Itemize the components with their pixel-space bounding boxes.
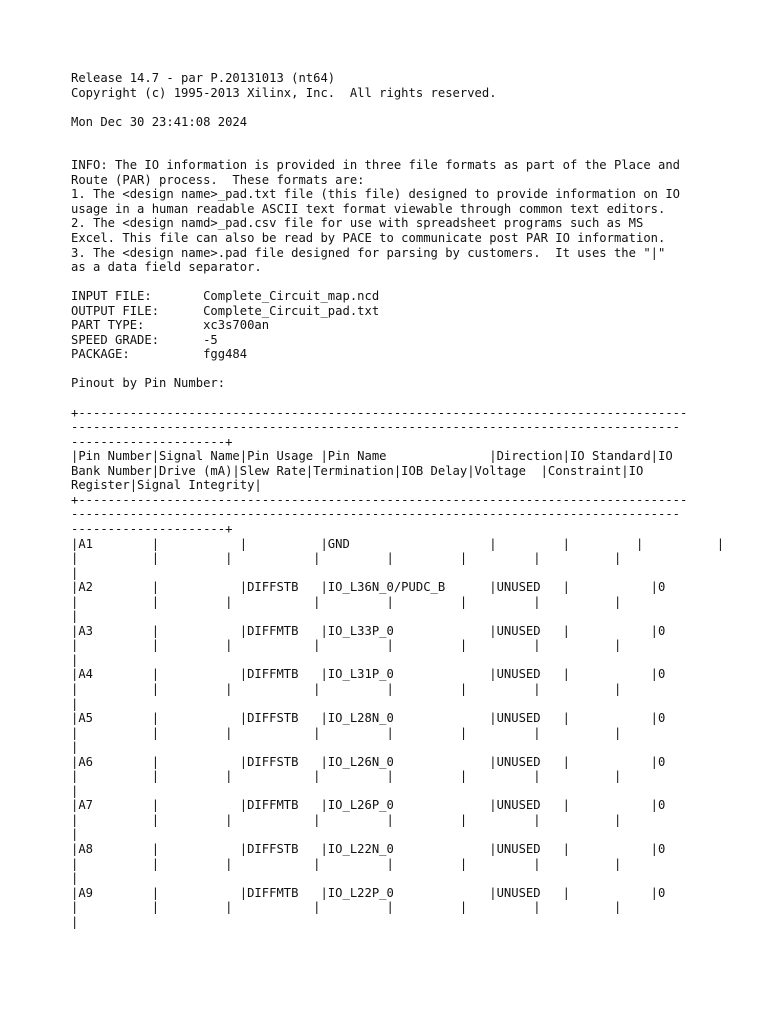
report-line: INPUT FILE: Complete_Circuit_map.ncd xyxy=(71,289,380,304)
report-line: | | | | | | | | xyxy=(71,594,622,609)
report-line: | xyxy=(71,740,79,755)
report-line: | | | | | | | | xyxy=(71,638,622,653)
report-line: | xyxy=(71,652,79,667)
report-line: 2. The <design namd>_pad.csv file for use with spreadsheet programs such as MS xyxy=(71,216,644,231)
report-line: ----------------------------------------------------------------------------------- xyxy=(71,420,681,435)
pad-report-text xyxy=(71,71,724,929)
report-line: PACKAGE: fgg484 xyxy=(71,347,248,362)
report-line: |A4 | |DIFFMTB |IO_L31P_0 |UNUSED | |0 xyxy=(71,667,666,682)
report-line xyxy=(71,275,724,290)
report-line: INFO: The IO information is provided in three file formats as part of the Place and xyxy=(71,158,681,173)
report-line: |A2 | |DIFFSTB |IO_L36N_0/PUDC_B |UNUSED | |0 xyxy=(71,580,666,595)
report-line: PART TYPE: xc3s700an xyxy=(71,318,270,333)
report-line: +----------------------------------------------------------------------------------- xyxy=(71,405,688,420)
report-line: | | | | | | | | xyxy=(71,551,622,566)
report-line: |A6 | |DIFFSTB |IO_L26N_0 |UNUSED | |0 xyxy=(71,754,666,769)
report-line: | | | | | | | | xyxy=(71,681,622,696)
report-line: |A5 | |DIFFSTB |IO_L28N_0 |UNUSED | |0 xyxy=(71,711,666,726)
report-line: +----------------------------------------------------------------------------------- xyxy=(71,492,688,507)
report-line: as a data field separator. xyxy=(71,260,262,275)
report-line: | xyxy=(71,783,79,798)
report-line: 1. The <design name>_pad.txt file (this file) designed to provide information on IO xyxy=(71,187,681,202)
report-line: |A8 | |DIFFSTB |IO_L22N_0 |UNUSED | |0 xyxy=(71,841,666,856)
report-line: ----------------------------------------------------------------------------------- xyxy=(71,507,681,522)
report-line xyxy=(71,129,724,144)
report-line: ---------------------+ xyxy=(71,521,233,536)
report-line: Mon Dec 30 23:41:08 2024 xyxy=(71,114,248,129)
report-line: | xyxy=(71,827,79,842)
report-line: Excel. This file can also be read by PACE to communicate post PAR IO information. xyxy=(71,231,666,246)
report-line: |A9 | |DIFFMTB |IO_L22P_0 |UNUSED | |0 xyxy=(71,885,666,900)
report-line: OUTPUT FILE: Complete_Circuit_pad.txt xyxy=(71,303,380,318)
report-line: | xyxy=(71,565,79,580)
report-line xyxy=(71,144,724,159)
report-line xyxy=(71,391,724,406)
report-line: | xyxy=(71,696,79,711)
report-line: | xyxy=(71,609,79,624)
report-line xyxy=(71,362,724,377)
report-line: | | | | | | | | xyxy=(71,769,622,784)
report-line: SPEED GRADE: -5 xyxy=(71,332,218,347)
report-line: | | | | | | | | xyxy=(71,856,622,871)
report-line: Pinout by Pin Number: xyxy=(71,376,226,391)
report-line: | xyxy=(71,914,79,929)
report-line: | | | | | | | | xyxy=(71,900,622,915)
report-line: |A3 | |DIFFMTB |IO_L33P_0 |UNUSED | |0 xyxy=(71,623,666,638)
report-line: |A1 | | |GND | | | | xyxy=(71,536,725,551)
report-line: 3. The <design name>.pad file designed for parsing by customers. It uses the "|" xyxy=(71,245,666,260)
report-line: usage in a human readable ASCII text format viewable through common text editors. xyxy=(71,201,666,216)
report-line: | | | | | | | | xyxy=(71,725,622,740)
report-line: ---------------------+ xyxy=(71,434,233,449)
report-line: | xyxy=(71,871,79,886)
report-line: |Pin Number|Signal Name|Pin Usage |Pin Name |Direction|IO Standard|IO xyxy=(71,449,673,464)
report-line: Copyright (c) 1995-2013 Xilinx, Inc. All rights reserved. xyxy=(71,85,497,100)
report-line: |A7 | |DIFFMTB |IO_L26P_0 |UNUSED | |0 xyxy=(71,798,666,813)
report-line: Bank Number|Drive (mA)|Slew Rate|Termination|IOB Delay|Voltage |Constraint|IO xyxy=(71,463,644,478)
report-line xyxy=(71,100,724,115)
report-line: | | | | | | | | xyxy=(71,812,622,827)
report-line: Release 14.7 - par P.20131013 (nt64) xyxy=(71,71,336,85)
report-line: Register|Signal Integrity| xyxy=(71,478,262,493)
report-line: Route (PAR) process. These formats are: xyxy=(71,172,365,187)
